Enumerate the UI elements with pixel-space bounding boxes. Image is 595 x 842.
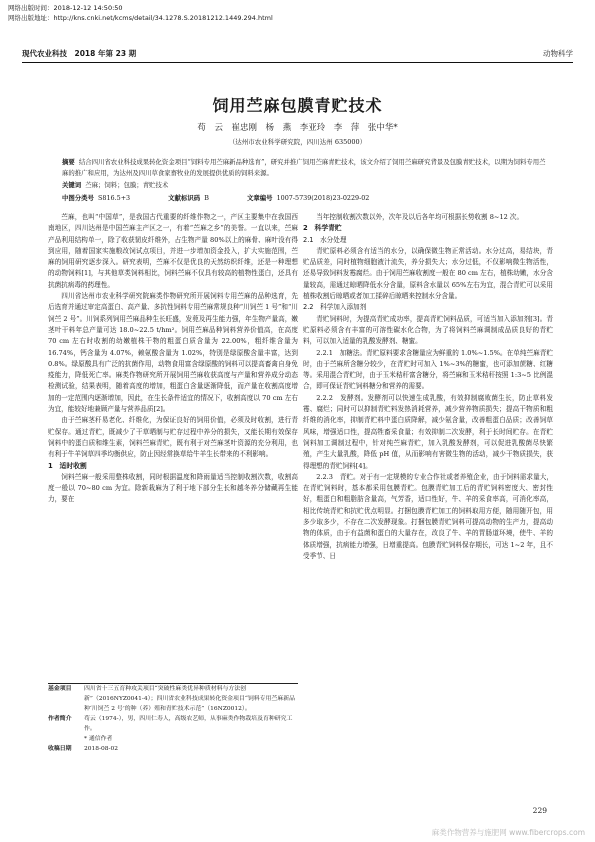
received-date-label: 收稿日期 <box>48 746 72 752</box>
affiliation: （达州市农业科学研究院，四川达州 635000） <box>228 138 367 146</box>
right-column <box>303 212 553 562</box>
paragraph: 2.2.1 加糖法。青贮原料要求含糖量应为鲜重的 1.0%~1.5%。在单纯苎麻青贮时，由于苎麻所含糖分较少，在青贮时可加入 1%~3%的糖蜜，也可添加蔗糖、红糖等。采用混合青贮时，由于玉米秸秆富含糖分，将苎麻和玉米秸秆按照 1:3~5 比例混合，即可保证青贮饲料糖分和营养的需要。 <box>303 348 553 391</box>
left-column <box>48 212 298 506</box>
fund-text: 四川省十三五育种攻关项目“突破性麻类优异种质材料与方法创新”（2016NYZ0041-4）；四川省农业科技成果转化资金项目“饲料专用苎麻新品种‘川饲苎 2 号’的种（养）殖和青贮技术示范”（16NZ0012）。 <box>84 686 295 712</box>
subsection-heading: 2.2 科学加入添加剂 <box>303 303 367 312</box>
journal-name: 现代农业科技 2018 年第 23 期 <box>22 49 137 58</box>
paragraph: 苎麻，也叫“中国草”，是我国古代重要的纤维作物之一，产区主要集中在我国西南地区，四川达州是中国苎麻主产区之一，有着“苎麻之乡”的美誉。一直以来，苎麻产品利用结构单一，除了收获韧皮纤维外，占生物产量 80%以上的麻骨、麻叶没有得到应用，随着国家实施粮改饲试点项目，并进一步增加资金投入，扩大实施范围，苎麻的饲用研究逐步深入。研究表明，苎麻不仅是优良的天然纺织纤维，还是一种理想的动物饲料[1]，与其他草类饲料相比，饲料苎麻不仅具有较高的植物性蛋白，还具有抗菌抗病毒的药理性。 <box>48 213 298 289</box>
publish-time: 网络出版时间：2018-12-12 14:50:50 <box>8 4 123 12</box>
received-date: 2018-08-02 <box>84 746 118 752</box>
section-label: 动物科学 <box>543 49 573 58</box>
author-bio-label: 作者简介 <box>48 716 72 722</box>
abstract-text: 结合四川省农业科技成果转化资金项目“饲料专用苎麻新品种选育”，研究并推广饲用苎麻青贮技术，该文介绍了饲用苎麻研究背景及包膜青贮技术，以期为饲料专用苎麻的推广和应用，为达州及四川草食家畜牧业的发展提供优质的饲料来源。 <box>62 158 546 177</box>
fund-label: 基金项目 <box>48 686 72 692</box>
article-id-label: 文章编号 <box>246 194 273 202</box>
clc-label: 中图分类号 <box>62 194 94 202</box>
classification-line <box>62 193 547 202</box>
paragraph: 青贮饲料时，为提高青贮成功率，提高青贮饲料品质，可适当加入添加剂[3]。青贮原料必须含有丰富的可溶性碳水化合物，为了将饲料苎麻调制成品质良好的青贮料，可以加入适量的乳酸发酵剂、糖蜜。 <box>303 314 553 346</box>
paragraph: 由于苎麻茎秆易老化、纤维化，为保证良好的饲用价值，必须及时收割，进行青贮保存。通过青贮，既减少了干草晒制与贮存过程中养分的损失，又能长期有效保存饲料中的蛋白质和维生素，饲料苎麻青贮，既有利于对苎麻茎叶资源的充分利用，也有利于牛羊饲草四季均衡供应，防止因经常换草给牛羊生长带来的不利影响。 <box>48 416 298 459</box>
clc-value: S816.5+3 <box>98 194 131 202</box>
keywords <box>62 180 547 189</box>
page-number: 229 <box>532 806 547 815</box>
section-heading: 1 适时收割 <box>48 461 87 470</box>
section-heading: 2 科学青贮 <box>303 224 342 233</box>
keywords-label: 关键词 <box>62 181 82 189</box>
corresponding-note: * 通信作者 <box>84 736 113 742</box>
article-id-value: 1007-5739(2018)23-0229-02 <box>276 194 370 202</box>
paragraph: 当年控制收割次数以外，次年及以后各年均可根据长势收割 8~12 次。 <box>316 213 524 221</box>
abstract-label: 摘要 <box>62 158 75 166</box>
subsection-heading: 2.1 水分处理 <box>303 235 347 244</box>
abstract <box>62 157 547 178</box>
site-watermark: 麻类作物营养与施肥网 www.fibercrops.com <box>431 828 585 837</box>
author-bio-text: 苟云（1974-），男，四川仁寿人，高级农艺师，从事麻类作物栽培及育种研究工作。 <box>84 716 293 732</box>
online-publish-info <box>8 3 273 23</box>
doc-code-value: B <box>204 194 209 202</box>
doc-code-label: 文献标识码 <box>168 194 201 202</box>
paragraph: 2.2.2 发酵剂。发酵剂可以快速生成乳酸，有效抑制腐败菌生长，防止草料发霉、腐烂；同时可以抑制青贮料发热消耗营养，减少营养物质损失；提高干物质和粗纤维的消化率，抑制青贮料中蛋白质降解，减少氨含量，改善粗蛋白品质；改善饲草风味，增强适口性，提高牲畜采食量；有效抑制二次发酵，利于长时间贮存。在青贮饲料加工调制过程中，针对纯苎麻青贮，加入乳酸发酵剂，可以促进乳酸菌尽快繁殖，产生大量乳酸，降低 pH 值，从而影响有害微生物的活动，减少干物质损失，获得理想的青贮饲料[4]。 <box>303 393 553 470</box>
running-header <box>22 46 573 63</box>
paragraph: 2.2.3 青贮。对于有一定规模的专业合作社或者养殖企业，由于饲料需求量大，在青贮饲料时，基本都采用包膜青贮。包膜青贮加工后的青贮饲料密度大、密封性好，粗蛋白和粗脂肪含量高，气芳香，适口性好，牛、羊的采食率高，可消化率高，相比传统青贮和抗贮优点明显。打捆包膜青贮加工的饲料取用方便，随用随开包，用多少取多少，不存在二次发酵现象。打捆包膜青贮饲料可提高动物的生产力，提高动物的体质，由于有益菌和蛋白的大量存在，改良了牛、羊的胃肠道环境，使牛、羊的体质增强，抗病能力增强，日增重提高。包膜青贮饲料保存期长，可达 1~2 年，且不受季节、日 <box>303 472 553 560</box>
paragraph: 青贮原料必须含有适当的水分，以确保微生物正常活动。水分过高，易结块，青贮品质差，同时植物细胞液汁流失，养分损失大；水分过低，不仅影响微生物活性，还易导致饲料发霉腐烂。由于饲用苎麻收割度一般在 80 cm 左右，植株幼嫩，水分含量较高，需通过晾晒降低水分含量，原料含水量以 65%左右为宜，混合青贮可以采用植株收割后晾晒或者加工揉碎后晾晒来控制水分含量。 <box>303 246 553 301</box>
footnote-block <box>48 683 298 754</box>
publish-url[interactable]: 网络出版地址：http://kns.cnki.net/kcms/detail/34.1278.S.20181212.1449.294.html <box>8 14 273 22</box>
keywords-text: 苎麻；饲料；包膜；青贮技术 <box>85 181 169 189</box>
article-title: 饲用苎麻包膜青贮技术 <box>212 96 383 115</box>
author-list: 苟 云 崔忠刚 杨 燕 李亚玲 李 萍 张中华* <box>197 123 398 133</box>
paragraph: 四川省达州市农业科学研究院麻类作物研究所开展饲料专用苎麻的品种选育，先后选育并通过审定高蛋白、高产量、多抗性饲料专用苎麻常规良种“川饲苎 1 号”和“川饲苎 2 号”。川饲系列饲用苎麻品种生长旺盛，发蔸及再生能力强，年生物产量高，嫩茎叶干料年总产量可达 18.0~22.5 t/hm²。饲用苎麻品种饲料营养价值高，在高度 70 cm 左右时收割的幼嫩植株干物的粗蛋白质含量为 22.00%，粗纤维含量为 16.74%，钙含量为 4.07%，赖氨酸含量为 1.02%，特别是绿原酸含量丰富，达到 0.8%。绿原酸具有广泛的抗菌作用，动物食用富含绿原酸的饲料可以提高畜禽自身免疫能力，降低死亡率。麻类作物研究所开展饲用苎麻收获高度与产量和营养成分动态检测试验，结果表明，随着高度的增加，粗蛋白含量逐渐降低，而产量在收割高度增加的一定范围内逐渐增加，因此，在生长条件适宜的情况下，收割高度以 70 cm 左右为宜，能较好地兼顾产量与营养品质[2]。 <box>48 292 298 414</box>
paragraph: 饲料苎麻一般采用整株收割，同时根据温度和降雨量适当控制收割次数，收割高度一般以 70~80 cm 为宜。除新栽麻为了利于地下部分生长和越冬养分储藏再生能力，要在 <box>48 472 298 504</box>
